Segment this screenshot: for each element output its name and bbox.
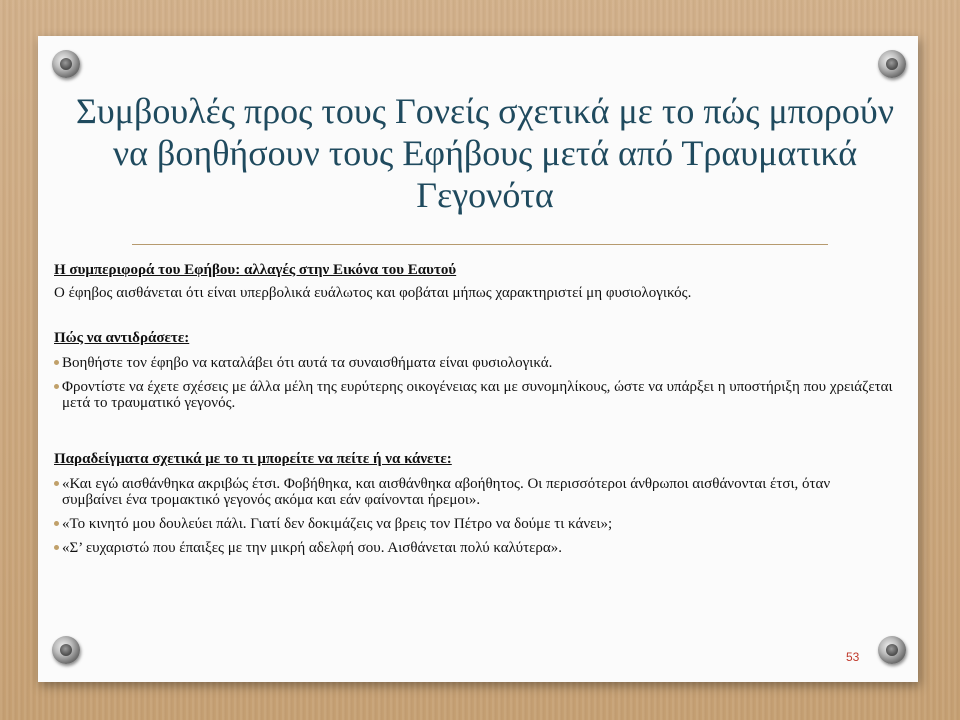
tip-item: Βοηθήστε τον έφηβο να καταλάβει ότι αυτά τα συναισθήματα είναι φυσιολογικά. <box>54 355 894 371</box>
page-number: 53 <box>846 650 860 664</box>
pushpin-icon <box>52 636 80 664</box>
example-item: «Και εγώ αισθάνθηκα ακριβώς έτσι. Φοβήθηκα, και αισθάνθηκα αβοήθητος. Οι περισσότεροι άνθρωποι αισθάνονται έτσι, όταν συμβαίνει ένα τρομακτικό γεγονός ακόμα και εάν φαίνονται ήρεμοι». <box>54 476 894 508</box>
heading-response <box>54 330 894 347</box>
heading-behavior-prefix: Η συμπεριφορά του Εφήβου: <box>54 262 244 278</box>
tip-item: Φροντίστε να έχετε σχέσεις με άλλα μέλη της ευρύτερης οικογένειας και με συνομηλίκους, ώστε να υπάρξει η υποστήριξη που χρειάζεται μετά το τραυματικό γεγονός. <box>54 379 894 411</box>
heading-response-label: Πώς να αντιδράσετε: <box>54 330 190 346</box>
slide-body <box>54 262 894 556</box>
title-divider <box>132 244 828 245</box>
example-item: «Το κινητό μου δουλεύει πάλι. Γιατί δεν δοκιμάζεις να βρεις τον Πέτρο να δούμε τι κάνει»; <box>54 516 894 532</box>
heading-examples <box>54 451 894 468</box>
heading-behavior <box>54 262 894 279</box>
pushpin-icon <box>878 50 906 78</box>
pushpin-icon <box>52 50 80 78</box>
example-item: «Σ’ ευχαριστώ που έπαιξες με την μικρή αδελφή σου. Αισθάνεται πολύ καλύτερα». <box>54 540 894 556</box>
pushpin-icon <box>878 636 906 664</box>
behavior-description: Ο έφηβος αισθάνεται ότι είναι υπερβολικά ευάλωτος και φοβάται μήπως χαρακτηριστεί μη φυσιολογικός. <box>54 285 692 301</box>
heading-behavior-topic: αλλαγές στην Εικόνα του Εαυτού <box>243 262 457 278</box>
heading-examples-label: Παραδείγματα σχετικά με το τι μπορείτε να πείτε ή να κάνετε: <box>54 451 452 467</box>
slide-title: Συμβουλές προς τους Γονείς σχετικά με το πώς μπορούν να βοηθήσουν τους Εφήβους μετά από Τραυματικά Γεγονότα <box>75 91 895 215</box>
